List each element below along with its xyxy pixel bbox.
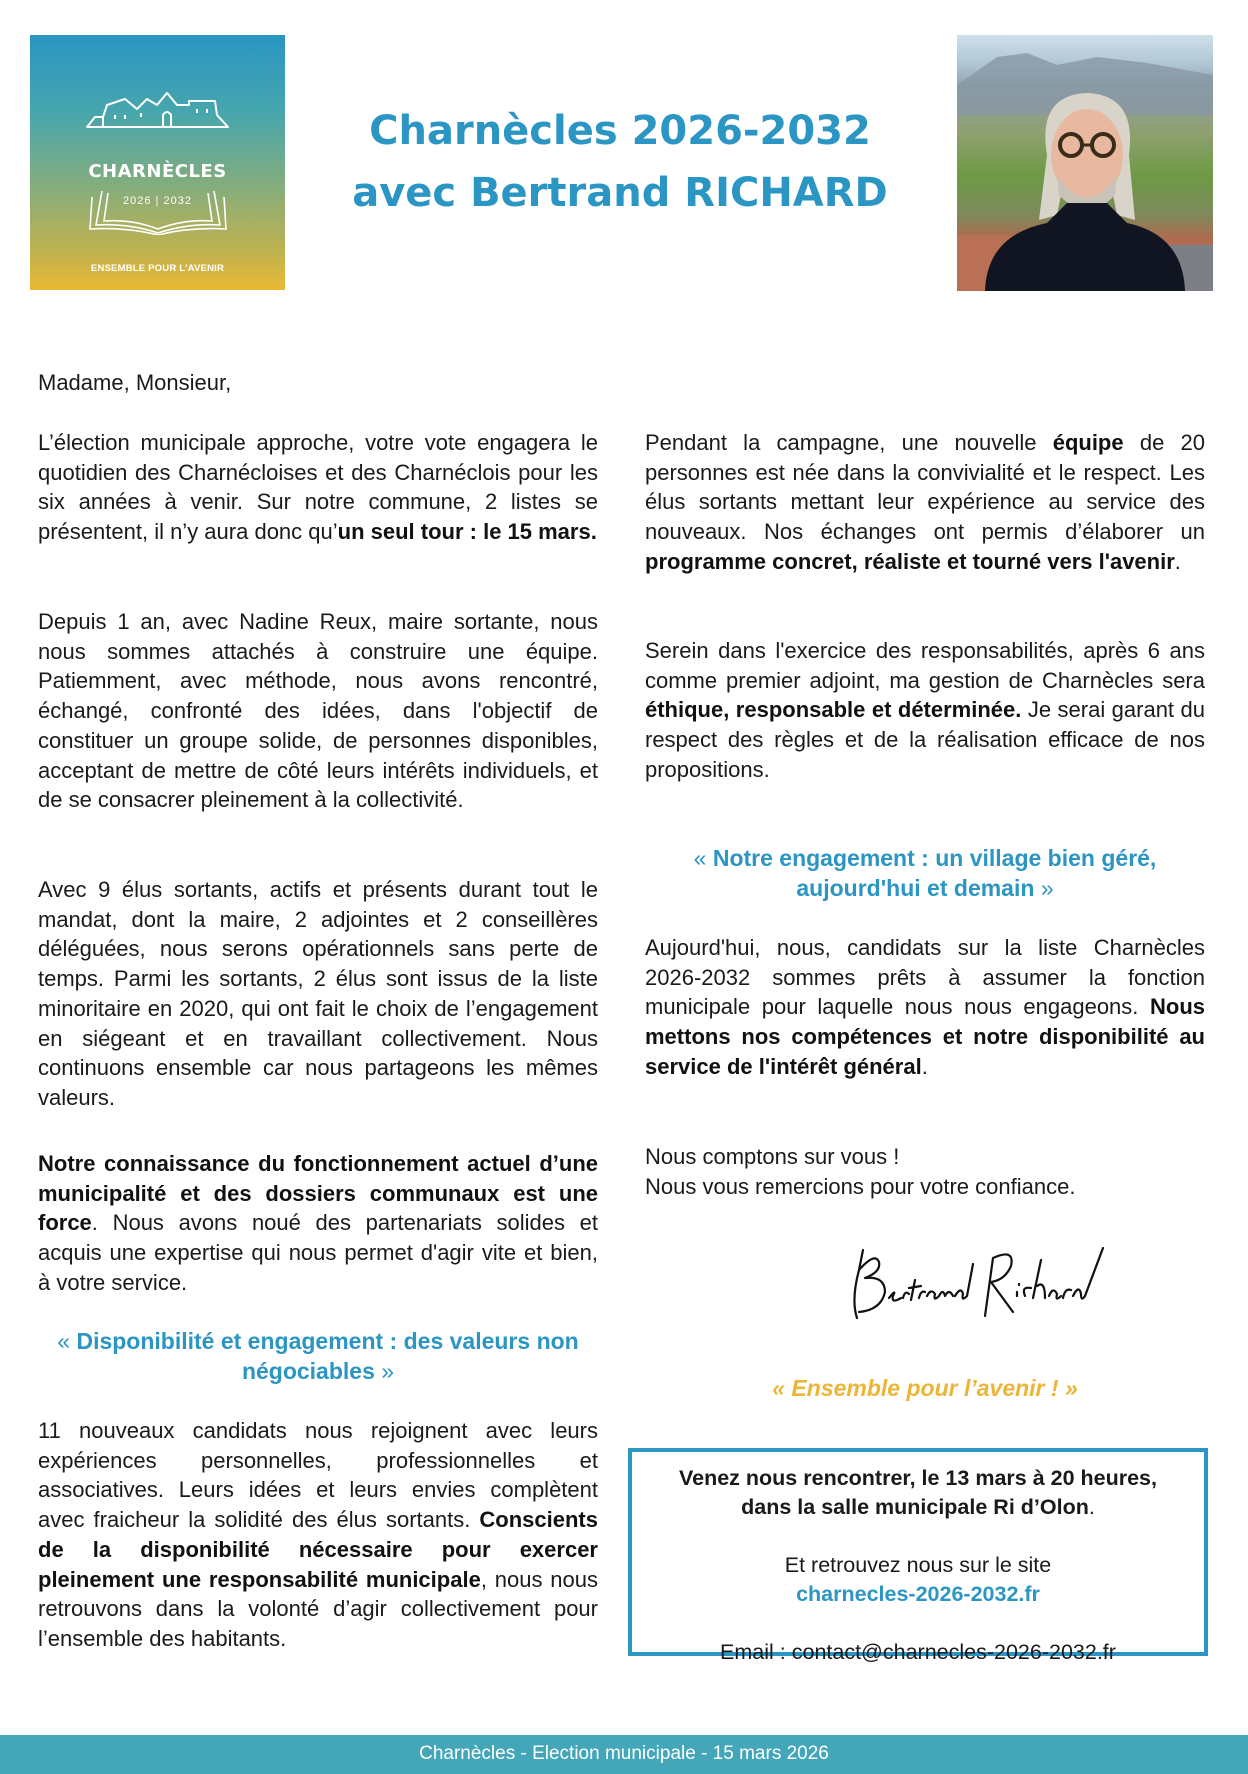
paragraph-text: . (921, 1053, 928, 1079)
left-paragraph-5 (38, 1416, 598, 1654)
pull-quote-engagement (645, 844, 1205, 903)
paragraph-text: . Nous avons noué des partenariats solides et acquis une expertise qui nous permet d'agir vite et bien, à votre service. (38, 1210, 598, 1295)
highlight-text: Conscients de la disponibilité nécessaire pour exercer pleinement une responsabilité municipale (38, 1507, 598, 1592)
meeting-line-1: Venez nous rencontrer, le 13 mars à 20 heures, (678, 1466, 1157, 1490)
paragraph-text: Je serai garant du respect des règles et de la réalisation efficace de nos propositions. (645, 697, 1205, 782)
email-line (632, 1638, 1204, 1667)
left-paragraph-4 (38, 1149, 598, 1298)
closing-line-1: Nous comptons sur vous ! (645, 1144, 900, 1169)
contact-box (628, 1448, 1208, 1664)
title-line-2: avec Bertrand RICHARD (352, 170, 888, 216)
highlight-text: programme concret, réaliste et tourné vers l'avenir (645, 548, 1175, 574)
closing-lines (645, 1142, 1205, 1201)
close-quote-mark: » (1040, 874, 1054, 901)
paragraph-text: Depuis 1 an, avec Nadine Reux, maire sortante, nous nous sommes attachés à construire une équipe. Patiemment, avec méthode, nous avons rencontré, échangé, confronté des idées, dans l'objectif de constituer un groupe solide, de personnes disponibles, acceptant de mettre de côté leurs intérêts individuels, et de se consacrer pleinement à la collectivité. (38, 609, 598, 813)
website-link[interactable]: charnecles-2026-2032.fr (796, 1582, 1040, 1606)
logo-years: 2026 | 2032 (123, 195, 192, 207)
paragraph-text: , nous nous retrouvons dans la volonté d’agir collectivement pour l’ensemble des habitants. (38, 1566, 598, 1651)
paragraph-text: Serein dans l'exercice des responsabilités, après 6 ans comme premier adjoint, ma gestion de Charnècles sera (645, 638, 1205, 693)
highlight-text: Nous mettons nos compétences et notre disponibilité au service de l'intérêt général (645, 994, 1205, 1079)
site-intro: Et retrouvez nous sur le site (784, 1553, 1052, 1577)
right-paragraph-2 (645, 636, 1205, 785)
highlight-text: Notre connaissance du fonctionnement actuel d’une municipalité et des dossiers communaux est une force (38, 1151, 598, 1236)
campaign-logo (30, 35, 285, 290)
paragraph-text: Aujourd'hui, nous, candidats sur la liste Charnècles 2026-2032 sommes prêts à assumer la fonction municipale pour laquelle nous nous engageons. (645, 935, 1205, 1020)
left-paragraph-3 (38, 875, 598, 1113)
meeting-period: . (1088, 1495, 1095, 1519)
meeting-line-2: dans la salle municipale Ri d’Olon (741, 1495, 1089, 1519)
campaign-motto: « Ensemble pour l’avenir ! » (772, 1375, 1078, 1401)
paragraph-text: de 20 personnes est née dans la convivialité et le respect. Les élus sortants mettant leur expérience au service des nouveaux. Nos échanges ont permis d’élaborer un (645, 430, 1205, 545)
salutation (38, 368, 598, 398)
salutation-text: Madame, Monsieur, (38, 370, 232, 395)
highlight-text: un seul tour : le 15 mars. (337, 519, 597, 545)
footer-text: Charnècles - Election municipale - 15 mars 2026 (419, 1743, 829, 1764)
portrait-icon (957, 35, 1213, 291)
logo-tagline: ENSEMBLE POUR L'AVENIR (90, 263, 225, 274)
close-quote-mark: » (381, 1357, 395, 1384)
logo-name: CHARNÈCLES (88, 161, 227, 182)
highlight-text: éthique, responsable et déterminée. (645, 697, 1022, 723)
candidate-photo (957, 35, 1213, 291)
handwritten-signature-icon (845, 1240, 1115, 1320)
paragraph-text: Pendant la campagne, une nouvelle (645, 430, 1053, 455)
paragraph-text: . (1174, 548, 1181, 574)
highlight-text: équipe (1052, 430, 1124, 455)
title-line-1: Charnècles 2026-2032 (369, 108, 871, 154)
open-quote-mark: « (57, 1328, 71, 1354)
paragraph-text: L’élection municipale approche, votre vote engagera le quotidien des Charnécloises et des Charnéclois pour les six années à venir. Sur notre commune, 2 listes se présentent, il n’y aura donc qu’ (38, 430, 598, 545)
quote-text: Disponibilité et engagement : des valeurs non négociables (76, 1328, 579, 1384)
email-link[interactable]: contact@charnecles-2026-2032.fr (791, 1640, 1116, 1664)
footer-bar (0, 1735, 1248, 1774)
open-quote-mark: « (693, 845, 707, 871)
paragraph-text: 11 nouveaux candidats nous rejoignent avec leurs expériences personnelles, professionnelles et associatives. Leurs idées et leurs envies complètent avec fraicheur la solidité des élus sortants. (38, 1418, 598, 1533)
signature (845, 1240, 1115, 1320)
page-title (300, 100, 940, 224)
pull-quote-values (38, 1327, 598, 1386)
quote-text: Notre engagement : un village bien géré, aujourd'hui et demain (712, 845, 1157, 901)
left-paragraph-2 (38, 607, 598, 815)
right-paragraph-1 (645, 428, 1205, 577)
email-label: Email : (720, 1640, 792, 1664)
closing-line-2: Nous vous remercions pour votre confiance. (645, 1173, 1076, 1199)
paragraph-text: Avec 9 élus sortants, actifs et présents durant tout le mandat, dont la maire, 2 adjointes et 2 conseillères déléguées, nous serons opérationnels sans perte de temps. Parmi les sortants, 2 élus sont issus de la liste minoritaire en 2020, qui ont fait le choix de l’engagement en siégeant et en travaillant collectivement. Nous continuons ensemble car nous partageons les mêmes valeurs. (38, 877, 598, 1110)
left-paragraph-1 (38, 428, 598, 547)
village-skyline-icon (85, 87, 230, 129)
right-paragraph-3 (645, 933, 1205, 1082)
